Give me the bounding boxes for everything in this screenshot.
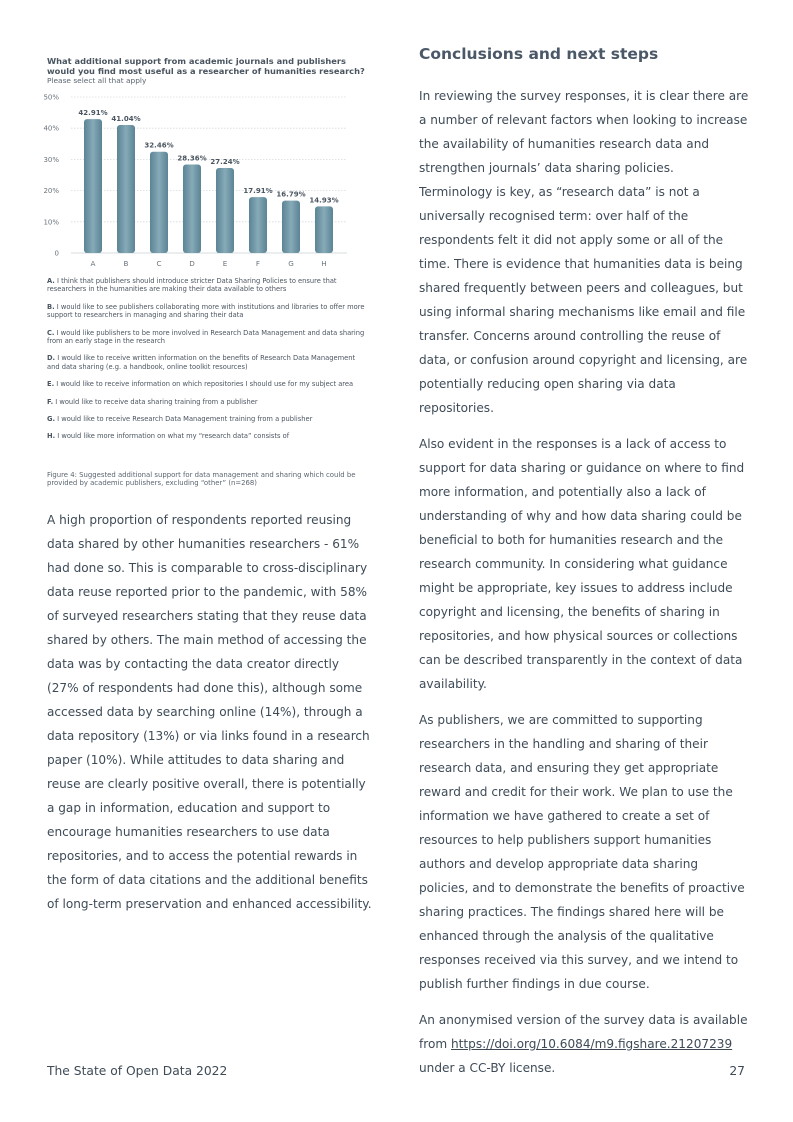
legend-item-b: B. I would like to see publishers collaborating more with institutions and libraries to offer more support to researchers in managing and sharing their data <box>47 302 365 320</box>
value-label: 14.93% <box>309 196 339 205</box>
value-label: 28.36% <box>177 154 207 163</box>
footer-title: The State of Open Data 2022 <box>47 1064 228 1078</box>
value-label: 32.46% <box>144 141 174 150</box>
y-tick-label: 40% <box>43 124 59 133</box>
paragraph-3: As publishers, we are committed to supporting researchers in the handling and sharing of their research data, and ensuring they get appropriate reward and credit for their work. We plan to use the information we have gathered to create a set of resources to help publishers support humanities authors and develop appropriate data sharing policies, and to demonstrate the benefits of proactive sharing practices. The findings shared here will be enhanced through the analysis of the qualitative responses received via this survey, and we intend to publish further findings in due course. <box>419 713 745 991</box>
y-tick-label: 30% <box>43 155 59 164</box>
value-label: 16.79% <box>276 190 306 199</box>
x-tick-label: D <box>189 259 195 268</box>
paragraph-2: Also evident in the responses is a lack of access to support for data sharing or guidance on where to find more information, and potentially also a lack of understanding of why and how data sharing could be beneficial to both for humanities research and the research community. In considering what guidance might be appropriate, key issues to address include copyright and licensing, the benefits of sharing in repositories, and how physical sources or collections can be described transparently in the context of data availability. <box>419 437 745 691</box>
chart-legend <box>47 277 372 441</box>
x-tick-label: A <box>90 259 96 268</box>
bar-g <box>282 201 300 253</box>
legend-item-c: C. I would like publishers to be more involved in Research Data Management and data sharing from an early stage in the research <box>47 328 365 346</box>
legend-item-a: A. I think that publishers should introduce stricter Data Sharing Policies to ensure that researchers in the humanities are making their data available to others <box>47 277 337 294</box>
legend-item-e: E. I would like to receive information on which repositories I should use for my subject area <box>47 380 354 389</box>
x-tick-label: F <box>255 259 261 268</box>
paragraph-4-post: under a CC-BY license. <box>419 1061 556 1075</box>
bar-e <box>216 168 234 253</box>
paragraph-4 <box>419 1008 749 1080</box>
bar-chart <box>43 91 357 269</box>
paragraph-1: In reviewing the survey responses, it is clear there are a number of relevant factors when looking to increase the availability of humanities research data and strengthen journals’ data sharing policies. Terminology is key, as “research data” is not a universally recognised term: over half of the respondents felt it did not apply some or all of the time. There is evidence that humanities data is being shared frequently between peers and colleagues, but using informal sharing mechanisms like email and file transfer. Concerns around controlling the reuse of data, or confusion around copyright and licensing, are potentially reducing open sharing via data repositories. <box>419 89 749 415</box>
section-heading: Conclusions and next steps <box>419 45 659 63</box>
y-tick-label: 10% <box>43 218 59 227</box>
page-number: 27 <box>729 1064 745 1078</box>
value-label: 17.91% <box>243 187 273 196</box>
bar-d <box>183 165 201 253</box>
value-label: 42.91% <box>78 109 108 118</box>
x-tick-label: C <box>156 259 162 268</box>
legend-item-g: G. I would like to receive Research Data Management training from a publisher <box>47 415 313 424</box>
x-tick-label: E <box>222 259 228 268</box>
figshare-link[interactable]: https://doi.org/10.6084/m9.figshare.21207239 <box>451 1037 733 1051</box>
y-tick-label: 0 <box>54 249 59 258</box>
chart-title: What additional support from academic journals and publishers would you find most useful as a researcher of humanities research? <box>47 56 365 76</box>
paragraph-4-pre: An anonymised version of the survey data is available from <box>419 1013 748 1051</box>
legend-item-h: H. I would like more information on what my “research data” consists of <box>47 432 290 441</box>
bar-f <box>249 197 267 253</box>
bar-b <box>117 125 135 253</box>
y-tick-label: 50% <box>43 93 59 102</box>
chart-subtitle: Please select all that apply <box>47 76 147 85</box>
left-body-paragraph: A high proportion of respondents reported reusing data shared by other humanities researchers - 61% had done so. This is comparable to cross-disciplinary data reuse reported prior to the pandemic, with 58% of surveyed researchers stating that they reuse data shared by others. The main method of accessing the data was by contacting the data creator directly (27% of respondents had done this), although some accessed data by searching online (14%), through a data repository (13%) or via links found in a research paper (10%). While attitudes to data sharing and reuse are clearly positive overall, there is potentially a gap in information, education and support to encourage humanities researchers to use data repositories, and to access the potential rewards in the form of data citations and the additional benefits of long-term preservation and enhanced accessibility. <box>47 513 372 912</box>
bar-c <box>150 152 168 253</box>
bar-a <box>84 119 102 253</box>
bar-h <box>315 206 333 253</box>
x-tick-label: H <box>321 259 327 268</box>
value-label: 27.24% <box>210 158 240 167</box>
right-column <box>419 42 749 1092</box>
value-label: 41.04% <box>111 114 141 123</box>
legend-item-d: D. I would like to receive written information on the benefits of Research Data Management and data sharing (e.g. a handbook, online toolkit resources) <box>47 354 356 371</box>
left-column <box>43 56 372 916</box>
x-tick-label: G <box>288 259 294 268</box>
legend-item-f: F. I would like to receive data sharing training from a publisher <box>47 397 258 406</box>
figure-caption: Figure 4: Suggested additional support for data management and sharing which could be provided by academic publishers, excluding “other” (n=268) <box>47 470 356 488</box>
x-tick-label: B <box>123 259 129 268</box>
y-tick-label: 20% <box>43 187 59 196</box>
